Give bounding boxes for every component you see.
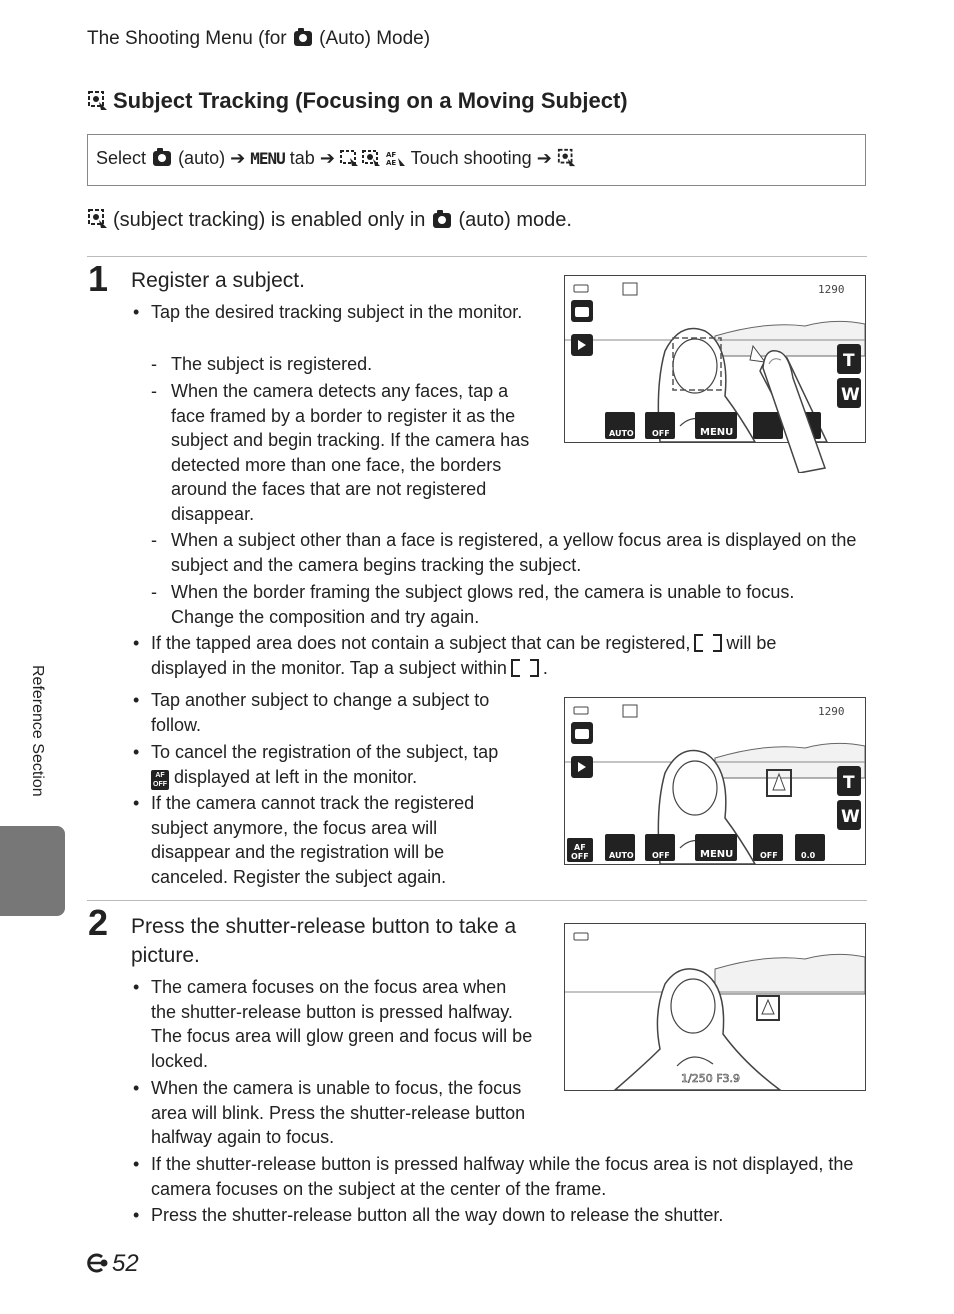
list-item: - When the camera detects any faces, tap a face framed by a border to register it as the subject and begin tracking. If the camera has detected more than one face, the borders around the faces that are not registered disappear. (151, 381, 530, 524)
list-item: • Tap another subject to change a subject to follow. (133, 690, 490, 735)
zoom-tele-button[interactable]: T (843, 351, 855, 371)
divider (87, 900, 867, 901)
subject-tracking-icon (557, 148, 577, 168)
list-item: • Tap the desired tracking subject in the monitor. (133, 302, 523, 322)
af-off-button-label: OFF (571, 852, 589, 861)
focus-bracket-icon (511, 659, 539, 675)
af-off-icon: AF OFF (153, 771, 167, 788)
arrow-right-icon: ➔ (230, 148, 246, 168)
shots-remaining: 1290 (818, 283, 845, 296)
camera-screen-tracking (564, 697, 866, 865)
zoom-tele-button[interactable]: T (843, 773, 855, 793)
focus-bracket-icon (694, 634, 722, 650)
list-item: - When a subject other than a face is registered, a yellow focus area is displayed on the subject and the camera begins tracking the subject. (151, 530, 857, 575)
self-timer-button[interactable]: OFF (652, 429, 670, 438)
list-item: • If the tapped area does not contain a subject that can be registered, will be displayed in the monitor. Tap a subject within . (133, 633, 777, 678)
subject-tracking-icon (87, 208, 109, 230)
svg-text:AF: AF (385, 151, 397, 159)
list-item: - The subject is registered. (151, 354, 373, 374)
menu-button-icon: MENU (250, 149, 285, 168)
list-item: • The camera focuses on the focus area when the shutter-release button is pressed halfway. The focus area will glow green and focus will be locked. (133, 977, 533, 1071)
exposure-readout: 1/250 F3.9 (681, 1072, 741, 1085)
step-title: Register a subject. (131, 269, 305, 292)
svg-text:AE: AE (385, 159, 397, 167)
list-item: • If the shutter-release button is pressed halfway while the focus area is not displayed, the camera focuses on the subject at the center of the frame. (133, 1154, 854, 1199)
zoom-wide-button[interactable]: W (841, 385, 860, 405)
menu-button[interactable]: MENU (700, 849, 734, 860)
list-item: - When the border framing the subject glows red, the camera is unable to focus. Change the composition and try again. (151, 582, 795, 627)
page-number: 52 (84, 1250, 139, 1278)
arrow-right-icon: ➔ (319, 148, 335, 168)
auto-mode-icon (294, 31, 312, 46)
auto-mode-icon (433, 213, 451, 228)
intro-text: (subject tracking) is enabled only in (auto) mode. (87, 208, 572, 232)
self-timer-button[interactable]: OFF (652, 851, 670, 860)
menu-path: Select (auto) ➔ MENU tab ➔ AF AE Touch shooting ➔ (96, 148, 581, 169)
step-title: Press the shutter-release button to take a picture. (131, 915, 517, 967)
side-section-label: Reference Section (29, 665, 46, 797)
running-head: The Shooting Menu (for (Auto) Mode) (87, 28, 431, 49)
shots-remaining: 1290 (818, 705, 845, 718)
section-title: Subject Tracking (Focusing on a Moving Subject) (87, 88, 628, 114)
step-number: 1 (88, 258, 109, 299)
auto-mode-icon (153, 151, 171, 166)
step-number: 2 (88, 902, 109, 943)
section-tab (0, 826, 65, 916)
flash-mode-button[interactable]: AUTO (609, 429, 634, 438)
divider (87, 256, 867, 257)
list-item: • When the camera is unable to focus, the focus area will blink. Press the shutter-release button halfway again to focus. (133, 1078, 526, 1147)
flash-mode-button[interactable]: AUTO (609, 851, 634, 860)
camera-screen-shutter (564, 923, 866, 1091)
af-off-button[interactable]: AF (574, 843, 586, 852)
menu-button[interactable]: MENU (700, 427, 734, 438)
exposure-comp-button[interactable]: 0.0 (801, 851, 816, 860)
zoom-wide-button[interactable]: W (841, 807, 860, 827)
subject-tracking-icon (87, 90, 109, 112)
list-item: • Press the shutter-release button all the way down to release the shutter. (133, 1205, 724, 1225)
reference-section-e-icon (84, 1253, 112, 1273)
list-item: • To cancel the registration of the subject, tap AF OFF displayed at left in the monitor. (133, 742, 499, 788)
finger-illustration (755, 338, 830, 473)
arrow-right-icon: ➔ (536, 148, 552, 168)
macro-button[interactable]: OFF (760, 851, 778, 860)
list-item: • If the camera cannot track the registered subject anymore, the focus area will disappear and the registration will be canceled. Register the subject again. (133, 793, 475, 887)
touch-shooting-icons (340, 148, 406, 168)
